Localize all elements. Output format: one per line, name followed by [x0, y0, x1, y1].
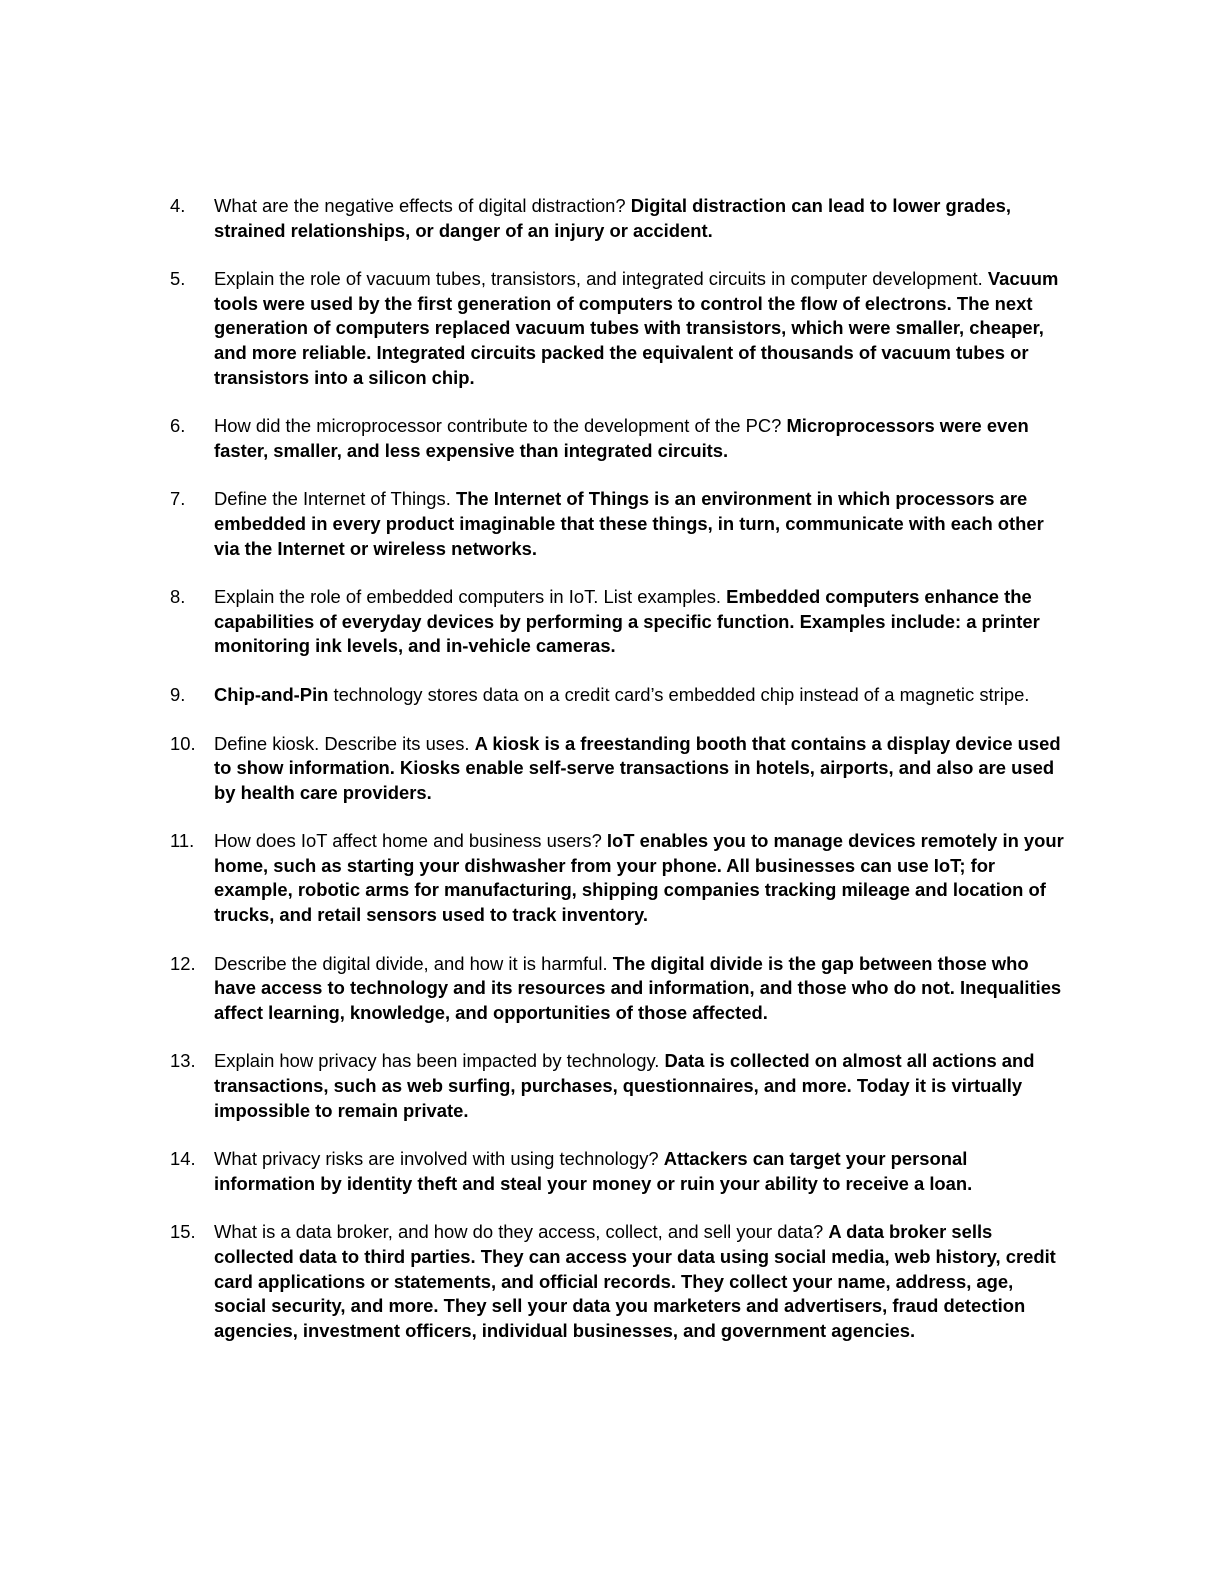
answer-text: Microprocessors were even faster, smaller, and less expensive than integrated circuits.	[214, 415, 1029, 461]
list-item	[170, 487, 1070, 561]
item-number: 13.	[170, 1050, 196, 1072]
question-answer-list	[170, 194, 1070, 1367]
answer-text: Attackers can target your personal information by identity theft and steal your money or ruin your ability to receive a loan.	[214, 1148, 973, 1194]
item-number: 5.	[170, 268, 186, 290]
answer-text: The digital divide is the gap between those who have access to technology and its resources and information, and those who do not. Inequalities affect learning, knowledge, and opportunities of those affected.	[214, 952, 1062, 1023]
list-item	[170, 194, 1070, 243]
answer-text: A kiosk is a freestanding booth that contains a display device used to show information. Kiosks enable self-serve transactions in hotels, airports, and also are used by health care providers.	[214, 732, 1061, 803]
item-number: 15.	[170, 1221, 196, 1243]
question-text: Describe the digital divide, and how it is harmful.	[214, 952, 608, 974]
item-number: 11.	[170, 830, 195, 852]
answer-text: Data is collected on almost all actions and transactions, such as web surfing, purchases, questionnaires, and more. Today it is virtually impossible to remain private.	[214, 1050, 1035, 1121]
item-number: 7.	[170, 488, 186, 510]
question-text: Define kiosk. Describe its uses.	[214, 732, 470, 754]
list-item	[170, 585, 1070, 659]
list-item	[170, 829, 1070, 927]
question-text: What privacy risks are involved with using technology?	[214, 1148, 659, 1170]
question-text: Explain the role of embedded computers in IoT. List examples.	[214, 586, 722, 608]
question-text: How does IoT affect home and business users?	[214, 830, 602, 852]
question-text: technology stores data on a credit card’s embedded chip instead of a magnetic stripe.	[333, 683, 1030, 705]
question-text: Explain how privacy has been impacted by technology.	[214, 1050, 660, 1072]
answer-text: IoT enables you to manage devices remotely in your home, such as starting your dishwasher from your phone. All businesses can use IoT; for example, robotic arms for manufacturing, shipping companies tracking mileage and location of trucks, and retail sensors used to track inventory.	[214, 830, 1064, 926]
item-number: 12.	[170, 952, 196, 974]
answer-lead-text: Chip-and-Pin	[214, 683, 329, 705]
answer-text: A data broker sells collected data to third parties. They can access your data using social media, web history, credit card applications or statements, and official records. They collect your name, address, age, social security, and more. They sell your data you marketers and advertisers, fraud detection agencies, investment officers, individual businesses, and government agencies.	[214, 1221, 1056, 1341]
item-number: 9.	[170, 683, 186, 705]
list-item	[170, 952, 1070, 1026]
question-text: Define the Internet of Things.	[214, 488, 451, 510]
list-item	[170, 414, 1070, 463]
list-item	[170, 1220, 1070, 1343]
item-number: 4.	[170, 195, 186, 216]
list-item	[170, 683, 1070, 708]
item-number: 6.	[170, 415, 186, 437]
list-item	[170, 267, 1070, 390]
answer-text: Embedded computers enhance the capabilities of everyday devices by performing a specific function. Examples include: a printer monitoring ink levels, and in-vehicle cameras.	[214, 586, 1040, 657]
list-item	[170, 732, 1070, 806]
answer-text: Vacuum tools were used by the first generation of computers to control the flow of electrons. The next generation of computers replaced vacuum tubes with transistors, which were smaller, cheaper, and more reliable. Integrated circuits packed the equivalent of thousands of vacuum tubes or transistors into a silicon chip.	[214, 268, 1059, 388]
item-number: 10.	[170, 732, 196, 754]
list-item	[170, 1049, 1070, 1123]
item-number: 14.	[170, 1148, 196, 1170]
item-number: 8.	[170, 586, 186, 608]
list-item	[170, 1147, 1070, 1196]
question-text: What are the negative effects of digital distraction?	[214, 195, 626, 216]
question-text: How did the microprocessor contribute to the development of the PC?	[214, 415, 782, 437]
answer-text: The Internet of Things is an environment in which processors are embedded in every product imaginable that these things, in turn, communicate with each other via the Internet or wireless networks.	[214, 488, 1044, 559]
question-text: Explain the role of vacuum tubes, transistors, and integrated circuits in computer development.	[214, 268, 983, 290]
answer-text: Digital distraction can lead to lower grades, strained relationships, or danger of an injury or accident.	[214, 195, 1011, 241]
question-text: What is a data broker, and how do they access, collect, and sell your data?	[214, 1221, 824, 1243]
